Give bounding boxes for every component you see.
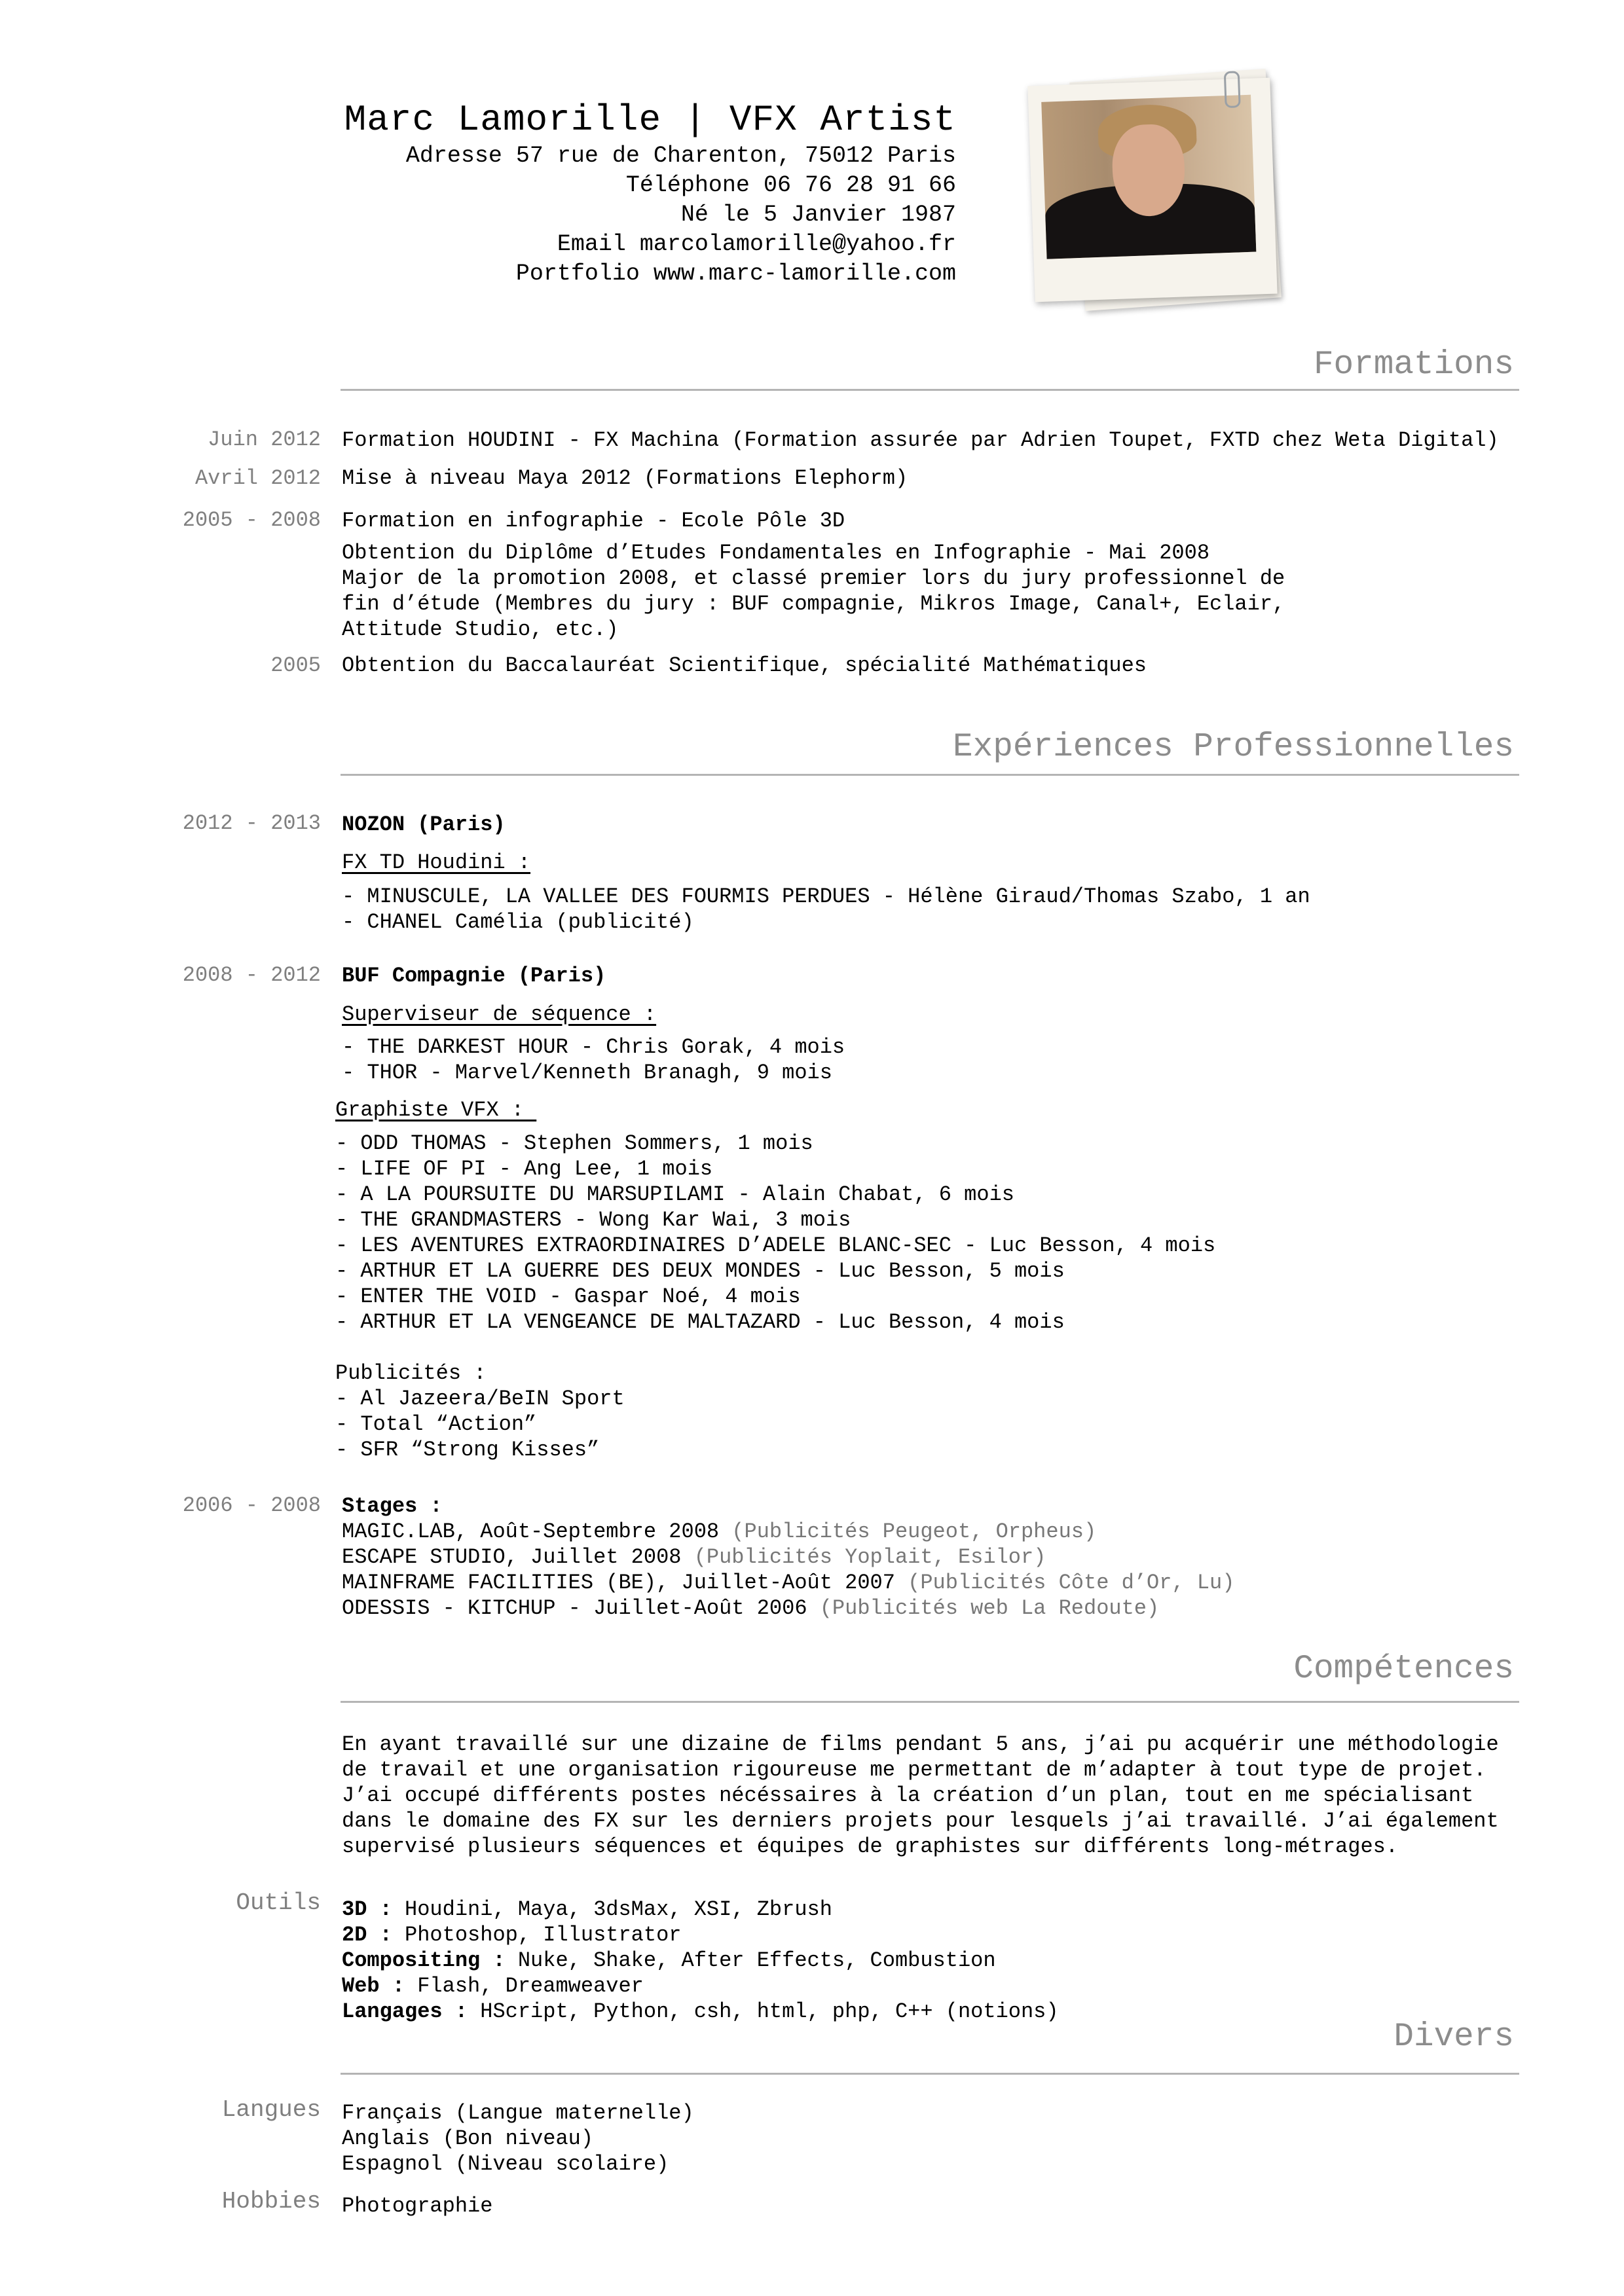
ad-item: - Total “Action” bbox=[335, 1412, 537, 1436]
formation-text: Obtention du Diplôme d’Etudes Fondamentales en Infographie - Mai 2008 bbox=[342, 541, 1210, 565]
ad-item: - SFR “Strong Kisses” bbox=[335, 1438, 600, 1462]
tool-line: 3D : Houdini, Maya, 3dsMax, XSI, Zbrush bbox=[342, 1897, 832, 1922]
cv-header bbox=[344, 98, 956, 289]
formation-date: Avril 2012 bbox=[194, 466, 321, 490]
tool-line: Langages : HScript, Python, csh, html, php, C++ (notions) bbox=[342, 1999, 1059, 2024]
section-divider bbox=[341, 2073, 1519, 2075]
formation-text: Major de la promotion 2008, et classé premier lors du jury professionnel de bbox=[342, 566, 1285, 591]
stages-title: Stages : bbox=[342, 1494, 443, 1518]
project-item: - ENTER THE VOID - Gaspar Noé, 4 mois bbox=[335, 1285, 801, 1309]
name-title: Marc Lamorille | VFX Artist bbox=[344, 99, 956, 141]
birthdate-line: Né le 5 Janvier 1987 bbox=[680, 202, 956, 228]
project-item: - MINUSCULE, LA VALLEE DES FOURMIS PERDUES - Hélène Giraud/Thomas Szabo, 1 an bbox=[342, 884, 1310, 909]
competences-paragraph-line: dans le domaine des FX sur les derniers projets pour lesquels j’ai travaillé. J’ai également bbox=[342, 1809, 1499, 1833]
language-item: Français (Langue maternelle) bbox=[342, 2101, 694, 2125]
project-item: - LIFE OF PI - Ang Lee, 1 mois bbox=[335, 1157, 713, 1181]
tool-line: Compositing : Nuke, Shake, After Effects, Combustion bbox=[342, 1948, 996, 1973]
language-item: Anglais (Bon niveau) bbox=[342, 2126, 594, 2151]
role-title: FX TD Houdini : bbox=[342, 850, 531, 875]
formation-date: 2005 bbox=[270, 653, 321, 678]
formation-text: Formation en infographie - Ecole Pôle 3D bbox=[342, 509, 845, 533]
paperclip-icon bbox=[1224, 71, 1241, 108]
formation-text: Obtention du Baccalauréat Scientifique, spécialité Mathématiques bbox=[342, 653, 1147, 678]
stage-item: ESCAPE STUDIO, Juillet 2008 (Publicités Yoplait, Esilor) bbox=[342, 1545, 1046, 1569]
project-item: - A LA POURSUITE DU MARSUPILAMI - Alain Chabat, 6 mois bbox=[335, 1182, 1014, 1207]
formation-text: fin d’étude (Membres du jury : BUF compagnie, Mikros Image, Canal+, Eclair, bbox=[342, 592, 1285, 616]
competences-paragraph-line: En ayant travaillé sur une dizaine de films pendant 5 ans, j’ai pu acquérir une méthodologie bbox=[342, 1732, 1499, 1757]
tools-label: Outils bbox=[236, 1889, 321, 1916]
section-divider bbox=[341, 1701, 1519, 1703]
stage-item: MAINFRAME FACILITIES (BE), Juillet-Août 2007 (Publicités Côte d’Or, Lu) bbox=[342, 1571, 1235, 1595]
formation-date: 2005 - 2008 bbox=[182, 508, 321, 532]
ads-title: Publicités : bbox=[335, 1361, 487, 1385]
section-title-formations: Formations bbox=[1313, 346, 1514, 384]
section-title-experiences: Expériences Professionnelles bbox=[953, 729, 1514, 766]
experience-date: 2008 - 2012 bbox=[182, 963, 321, 987]
formation-text: Mise à niveau Maya 2012 (Formations Elephorm) bbox=[342, 466, 908, 490]
section-divider bbox=[341, 774, 1519, 776]
company-name: BUF Compagnie (Paris) bbox=[342, 964, 606, 988]
role-title: Superviseur de séquence : bbox=[342, 1002, 657, 1027]
competences-paragraph-line: J’ai occupé différents postes nécéssaires à la création d’un plan, tout en me spécialisant bbox=[342, 1783, 1474, 1808]
project-item: - LES AVENTURES EXTRAORDINAIRES D’ADELE BLANC-SEC - Luc Besson, 4 mois bbox=[335, 1233, 1216, 1258]
section-divider bbox=[341, 389, 1519, 391]
address-line: Adresse 57 rue de Charenton, 75012 Paris bbox=[405, 143, 956, 169]
polaroid-front-frame bbox=[1027, 78, 1277, 302]
experience-date: 2006 - 2008 bbox=[182, 1493, 321, 1518]
stage-item: ODESSIS - KITCHUP - Juillet-Août 2006 (Publicités web La Redoute) bbox=[342, 1596, 1160, 1620]
email-line[interactable]: Email marcolamorille@yahoo.fr bbox=[557, 231, 956, 257]
portfolio-line[interactable]: Portfolio www.marc-lamorille.com bbox=[515, 261, 956, 287]
tool-line: Web : Flash, Dreamweaver bbox=[342, 1974, 644, 1998]
portrait-photo-icon bbox=[1005, 69, 1306, 324]
role-title: Graphiste VFX : bbox=[335, 1098, 537, 1122]
formation-date: Juin 2012 bbox=[208, 428, 321, 452]
project-item: - THE GRANDMASTERS - Wong Kar Wai, 3 mois bbox=[335, 1208, 851, 1232]
tool-line: 2D : Photoshop, Illustrator bbox=[342, 1923, 682, 1947]
formation-text: Formation HOUDINI - FX Machina (Formation assurée par Adrien Toupet, FXTD chez Weta Digital) bbox=[342, 428, 1499, 452]
project-item: - ODD THOMAS - Stephen Sommers, 1 mois bbox=[335, 1131, 813, 1156]
languages-label: Langues bbox=[221, 2096, 321, 2123]
phone-line: Téléphone 06 76 28 91 66 bbox=[625, 172, 956, 198]
hobbies-label: Hobbies bbox=[221, 2188, 321, 2215]
section-title-divers: Divers bbox=[1393, 2018, 1514, 2056]
language-item: Espagnol (Niveau scolaire) bbox=[342, 2152, 669, 2176]
portrait-photo bbox=[1041, 95, 1256, 259]
hobby-item: Photographie bbox=[342, 2194, 493, 2218]
project-item: - THE DARKEST HOUR - Chris Gorak, 4 mois bbox=[342, 1035, 845, 1059]
project-item: - ARTHUR ET LA GUERRE DES DEUX MONDES - Luc Besson, 5 mois bbox=[335, 1259, 1065, 1283]
section-title-competences: Compétences bbox=[1293, 1650, 1514, 1688]
competences-paragraph-line: supervisé plusieurs séquences et équipes de graphistes sur différents long-métrages. bbox=[342, 1834, 1399, 1859]
company-name: NOZON (Paris) bbox=[342, 812, 506, 837]
experience-date: 2012 - 2013 bbox=[182, 811, 321, 835]
formation-text: Attitude Studio, etc.) bbox=[342, 617, 619, 642]
project-item: - THOR - Marvel/Kenneth Branagh, 9 mois bbox=[342, 1061, 832, 1085]
project-item: - ARTHUR ET LA VENGEANCE DE MALTAZARD - Luc Besson, 4 mois bbox=[335, 1310, 1065, 1334]
stage-item: MAGIC.LAB, Août-Septembre 2008 (Publicités Peugeot, Orpheus) bbox=[342, 1520, 1097, 1544]
ad-item: - Al Jazeera/BeIN Sport bbox=[335, 1387, 625, 1411]
project-item: - CHANEL Camélia (publicité) bbox=[342, 910, 694, 934]
competences-paragraph-line: de travail et une organisation rigoureuse me permettant de m’adapter à tout type de projet. bbox=[342, 1758, 1486, 1782]
